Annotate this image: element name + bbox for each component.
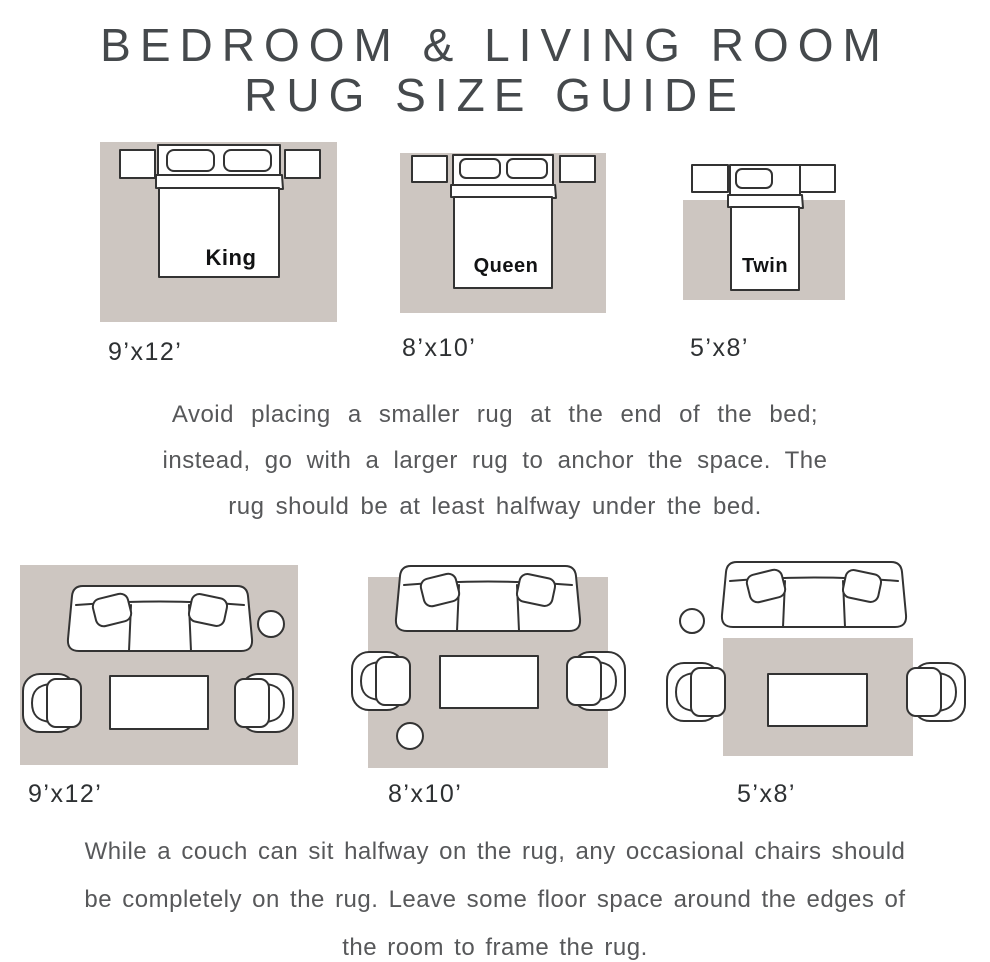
bed-body	[731, 207, 799, 290]
nightstand-left	[692, 165, 728, 192]
living-room-rug-size-8x10: 8’x10’	[388, 780, 463, 808]
living-room-note-line-1: While a couch can sit halfway on the rug, any occasional chairs should	[84, 838, 906, 865]
bed-label: Queen	[473, 255, 539, 277]
bedroom-note-line-1: Avoid placing a smaller rug at the end of the bed;	[171, 401, 819, 428]
armchair-left	[667, 663, 725, 721]
bedroom-rug-size-twin: 5’x8’	[690, 334, 749, 362]
living-room-note-line-2: be completely on the rug. Leave some floor space around the edges of	[84, 886, 906, 913]
bedroom-note	[0, 392, 990, 530]
bedroom-diagram-twin	[678, 158, 858, 306]
bedroom-diagram-queen	[395, 148, 615, 318]
coffee-table	[440, 656, 538, 708]
sofa	[68, 586, 252, 651]
armchair-right	[907, 663, 965, 721]
living-room-note	[0, 828, 990, 962]
nightstand-right	[800, 165, 835, 192]
nightstand-right	[285, 150, 320, 178]
bedroom-note-line-3: rug should be at least halfway under the bed.	[228, 493, 762, 520]
bedroom-diagram-king	[95, 137, 345, 329]
sofa	[722, 562, 906, 627]
living-room-rug-size-9x12: 9’x12’	[28, 780, 103, 808]
bed-label: King	[205, 245, 257, 270]
page-title-line-2: RUG SIZE GUIDE	[244, 69, 746, 121]
pillow-right	[224, 150, 271, 171]
living-room-note-line-3: the room to frame the rug.	[342, 934, 648, 961]
sofa	[396, 566, 580, 631]
bedroom-note-line-2: instead, go with a larger rug to anchor the space. The	[162, 447, 828, 474]
blanket-fold	[156, 175, 283, 189]
pillow-left	[167, 150, 214, 171]
living-room-rug-size-5x8: 5’x8’	[737, 780, 796, 808]
living-room-diagram-9x12	[15, 556, 305, 771]
side-table	[680, 609, 704, 633]
armchair-right	[567, 652, 625, 710]
armchair-left	[23, 674, 81, 732]
coffee-table	[110, 676, 208, 729]
nightstand-left	[120, 150, 155, 178]
side-table	[258, 611, 284, 637]
armchair-right	[235, 674, 293, 732]
bed-king	[156, 145, 283, 277]
bedroom-rug-size-king: 9’x12’	[108, 338, 183, 366]
bed-label: Twin	[741, 255, 789, 277]
pillow-right	[507, 159, 547, 178]
living-room-diagram-5x8	[658, 553, 973, 768]
nightstand-right	[560, 156, 595, 182]
bed-twin	[728, 165, 803, 290]
page-title-line-1: BEDROOM & LIVING ROOM	[100, 19, 890, 71]
bedroom-rug-size-queen: 8’x10’	[402, 334, 477, 362]
ottoman	[397, 723, 423, 749]
living-room-diagram-8x10	[345, 553, 635, 775]
bed-queen	[451, 155, 556, 288]
pillow	[736, 169, 772, 188]
armchair-left	[352, 652, 410, 710]
pillow-left	[460, 159, 500, 178]
nightstand-left	[412, 156, 447, 182]
coffee-table	[768, 674, 867, 726]
